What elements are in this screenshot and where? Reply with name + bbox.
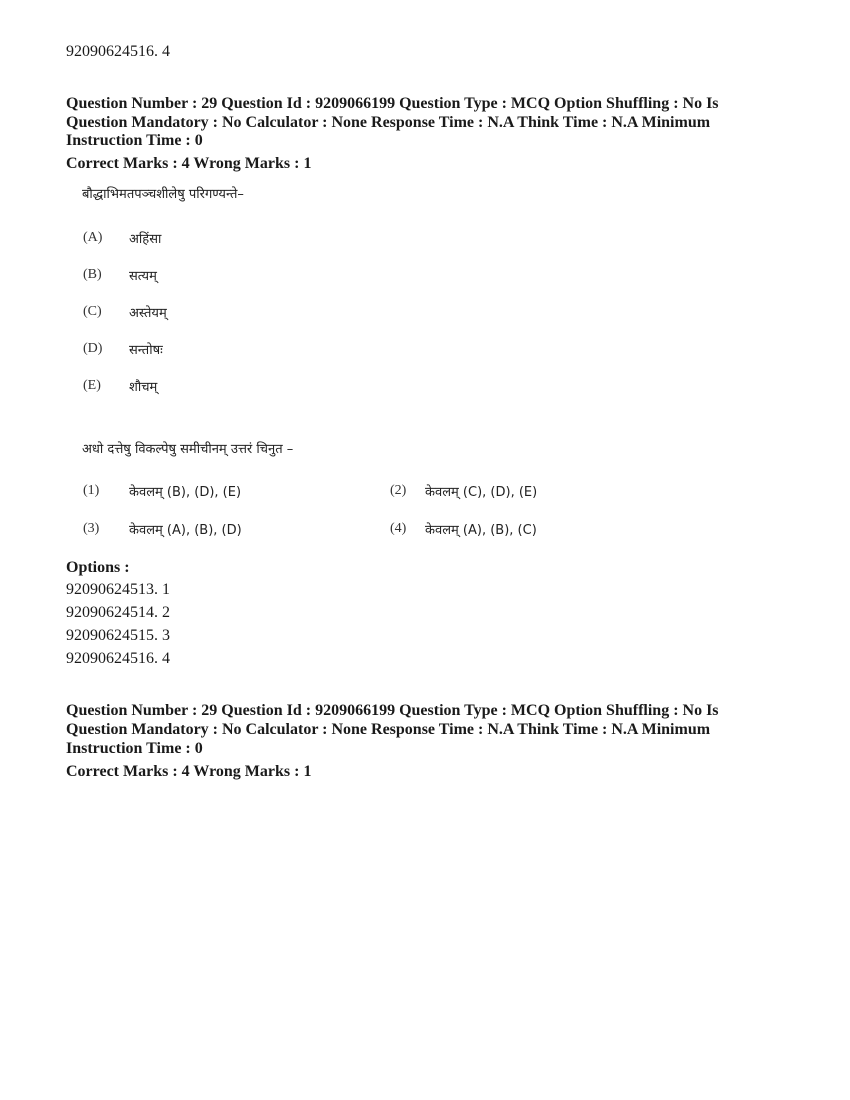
choice-label: (3) [83, 521, 100, 536]
marks-line: Correct Marks : 4 Wrong Marks : 1 [66, 155, 312, 172]
item-label: (E) [83, 378, 101, 393]
question-meta-line-1: Question Number : 29 Question Id : 9209066199 Question Type : MCQ Option Shuffling : No Is [66, 95, 719, 112]
item-text: शौचम् [129, 380, 158, 395]
choice-label: (1) [83, 483, 100, 498]
item-text: अस्तेयम् [129, 306, 167, 321]
item-label: (C) [83, 304, 102, 319]
item-text: सत्यम् [129, 269, 157, 284]
choice-label: (4) [390, 521, 407, 536]
options-heading: Options : [66, 559, 130, 576]
question-instruction: अधो दत्तेषु विकल्पेषु समीचीनम् उत्तरं चिनुत – [82, 442, 294, 457]
marks-line: Correct Marks : 4 Wrong Marks : 1 [66, 763, 312, 780]
item-text: सन्तोषः [129, 343, 163, 358]
choice-label: (2) [390, 483, 407, 498]
option-line: 92090624513. 1 [66, 581, 170, 598]
item-text: अहिंसा [129, 232, 162, 247]
question-meta-line-1: Question Number : 29 Question Id : 9209066199 Question Type : MCQ Option Shuffling : No Is [66, 702, 719, 719]
question-meta-line-3: Instruction Time : 0 [66, 132, 203, 149]
option-line: 92090624515. 3 [66, 627, 170, 644]
item-label: (B) [83, 267, 102, 282]
choice-text: केवलम् (C), (D), (E) [425, 485, 538, 500]
item-label: (A) [83, 230, 103, 245]
question-meta-line-2: Question Mandatory : No Calculator : None Response Time : N.A Think Time : N.A Minimum [66, 114, 711, 131]
choice-text: केवलम् (A), (B), (C) [425, 523, 537, 538]
previous-option-line: 92090624516. 4 [66, 43, 170, 60]
choice-text: केवलम् (A), (B), (D) [129, 523, 242, 538]
option-line: 92090624514. 2 [66, 604, 170, 621]
question-meta-line-3: Instruction Time : 0 [66, 740, 203, 757]
item-label: (D) [83, 341, 103, 356]
option-line: 92090624516. 4 [66, 650, 170, 667]
question-meta-line-2: Question Mandatory : No Calculator : None Response Time : N.A Think Time : N.A Minimum [66, 721, 711, 738]
choice-text: केवलम् (B), (D), (E) [129, 485, 242, 500]
question-stem: बौद्धाभिमतपञ्चशीलेषु परिगण्यन्ते– [82, 187, 244, 202]
